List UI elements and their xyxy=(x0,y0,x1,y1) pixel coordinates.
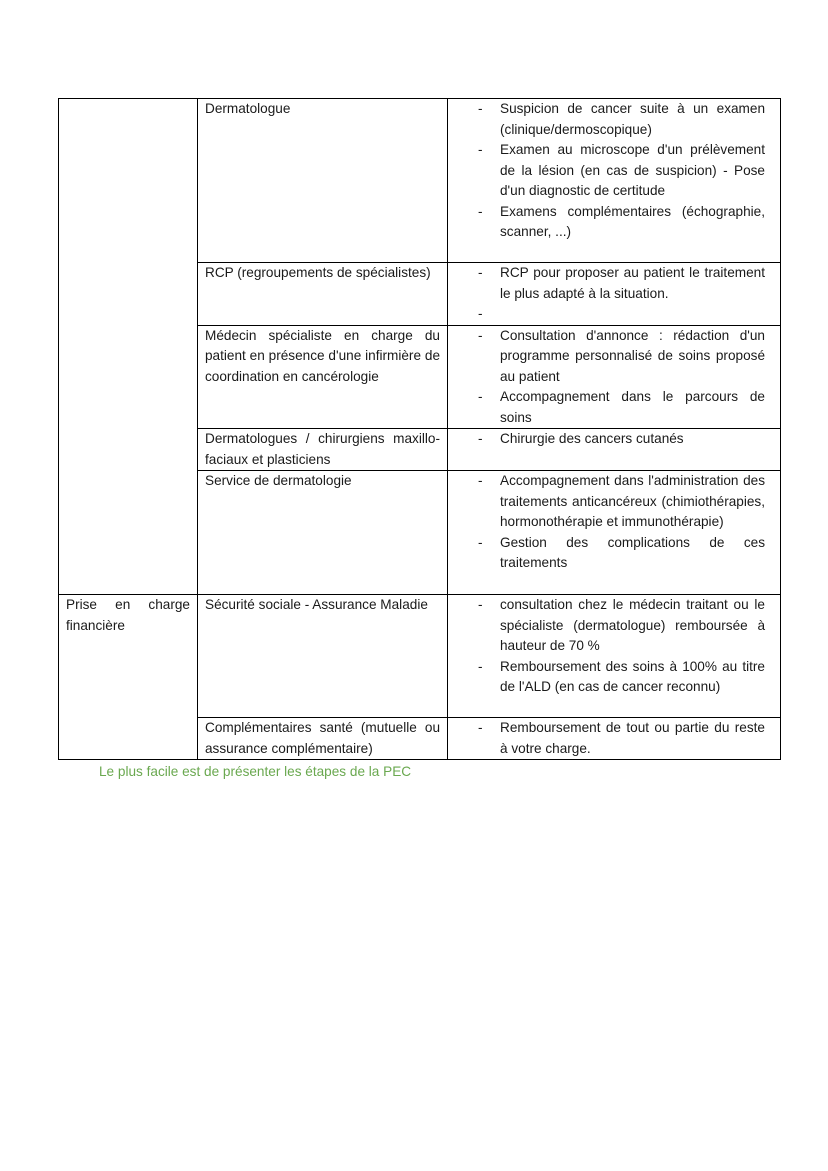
dash-bullet: - xyxy=(478,431,483,446)
list-item-text: consultation chez le médecin traitant ou le spécialiste (dermatologue) remboursée à hauteur de 70 % xyxy=(500,597,765,653)
actor-cell: Complémentaires santé (mutuelle ou assurance complémentaire) xyxy=(198,718,448,760)
dash-bullet: - xyxy=(478,389,483,404)
actor-cell: Sécurité sociale - Assurance Maladie xyxy=(198,595,448,718)
dash-bullet: - xyxy=(478,720,483,735)
list-item xyxy=(448,595,765,657)
actions-cell xyxy=(448,471,781,595)
list-item-text: Suspicion de cancer suite à un examen (clinique/dermoscopique) xyxy=(500,101,765,137)
list-item xyxy=(448,202,765,243)
dash-bullet: - xyxy=(478,658,483,674)
dash-bullet: - xyxy=(478,473,483,488)
dash-bullet: - xyxy=(478,306,483,321)
actor-cell: Service de dermatologie xyxy=(198,471,448,595)
list-item-text: Examen au microscope d'un prélèvement de la lésion (en cas de suspicion) - Pose d'un diagnostic de certitude xyxy=(500,142,765,198)
dash-bullet: - xyxy=(478,327,483,343)
list-item xyxy=(448,140,765,202)
table-body xyxy=(59,99,781,760)
actions-cell xyxy=(448,99,781,263)
list-item xyxy=(448,429,765,450)
list-item-text: Examens complémentaires (échographie, scanner, ...) xyxy=(500,203,765,239)
list-item xyxy=(448,533,765,574)
list-item xyxy=(448,471,765,533)
list-item-text: Remboursement de tout ou partie du reste à votre charge. xyxy=(500,720,765,756)
dash-bullet: - xyxy=(478,101,483,116)
table-row xyxy=(59,595,781,718)
dash-bullet: - xyxy=(478,534,483,550)
actor-cell: Médecin spécialiste en charge du patient en présence d'une infirmière de coordination en cancérologie xyxy=(198,325,448,429)
actions-cell xyxy=(448,718,781,760)
actions-cell xyxy=(448,429,781,471)
list-item-text: Accompagnement dans l'administration des traitements anticancéreux (chimiothérapies, hormonothérapie et immunothérapie) xyxy=(500,473,765,529)
care-pathway-table xyxy=(58,98,781,760)
dash-bullet: - xyxy=(478,597,483,612)
dash-bullet: - xyxy=(478,203,483,219)
list-item xyxy=(448,387,765,428)
actor-cell: RCP (regroupements de spécialistes) xyxy=(198,263,448,326)
list-item-text: Accompagnement dans le parcours de soins xyxy=(500,389,765,425)
dash-bullet: - xyxy=(478,265,483,280)
list-item-text: Remboursement des soins à 100% au titre de l'ALD (en cas de cancer reconnu) xyxy=(500,658,765,694)
list-item xyxy=(448,326,765,388)
category-cell-financial: Prise en charge financière xyxy=(59,595,198,760)
list-item-text: RCP pour proposer au patient le traitement le plus adapté à la situation. xyxy=(500,265,765,301)
footnote: Le plus facile est de présenter les étapes de la PEC xyxy=(99,764,412,779)
list-item xyxy=(448,99,765,140)
list-item xyxy=(448,718,765,759)
action-list xyxy=(448,471,773,574)
dash-bullet: - xyxy=(478,142,483,157)
action-list xyxy=(448,326,773,429)
category-cell-empty xyxy=(59,99,198,595)
action-list xyxy=(448,99,773,243)
list-item-text: Gestion des complications de ces traitements xyxy=(500,534,765,570)
action-list xyxy=(448,595,773,698)
list-item xyxy=(448,657,765,698)
list-item-text: Chirurgie des cancers cutanés xyxy=(500,431,684,446)
action-list xyxy=(448,263,773,325)
action-list xyxy=(448,429,773,450)
actor-cell: Dermatologues / chirurgiens maxillo-faciaux et plasticiens xyxy=(198,429,448,471)
actions-cell xyxy=(448,325,781,429)
action-list xyxy=(448,718,773,759)
list-item xyxy=(448,263,765,304)
list-item xyxy=(448,304,765,325)
actions-cell xyxy=(448,595,781,718)
actor-cell: Dermatologue xyxy=(198,99,448,263)
actions-cell xyxy=(448,263,781,326)
list-item-text: Consultation d'annonce : rédaction d'un programme personnalisé de soins proposé au patient xyxy=(500,327,765,384)
table-row xyxy=(59,99,781,263)
